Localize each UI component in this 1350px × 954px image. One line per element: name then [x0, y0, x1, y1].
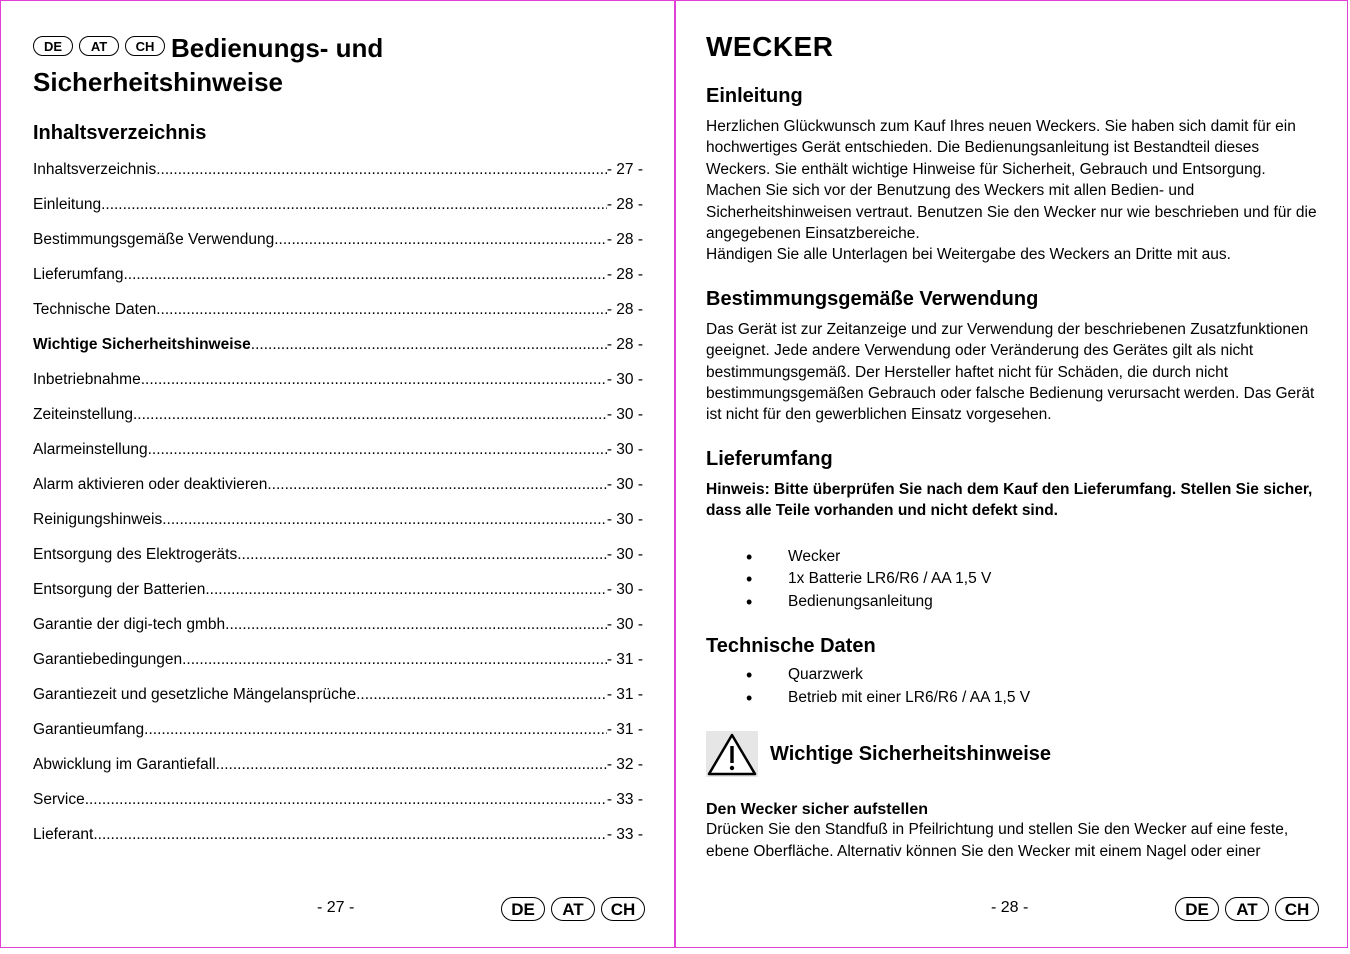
toc-entry-page: - 27 -	[606, 161, 643, 178]
toc-entry[interactable]	[33, 616, 643, 651]
toc-entry-page: - 31 -	[606, 721, 643, 738]
page-title-text: Bedienungs- und Sicherheitshinweise	[33, 33, 384, 97]
tech-list	[706, 664, 1318, 709]
safety-subheading: Den Wecker sicher aufstellen	[706, 801, 929, 819]
country-badge-ch: CH	[1275, 897, 1319, 921]
toc-entry-title: Alarmeinstellung	[33, 441, 148, 458]
intro-text: Herzlichen Glückwunsch zum Kauf Ihres neuen Weckers. Sie haben sich damit für ein hochwertiges Gerät entschieden. Die Bedienungsanleitung ist Bestandteil dieses Weckers. Sie enthält wichtige Hinweise für Sicherheit, Gebrauch und Entsorgung. Machen Sie sich vor der Benutzung des Weckers mit allen Bedien- und Sicherheitshinweisen vertraut. Benutzen Sie den Wecker nur wie beschrieben und für die angegebenen Einsatzbereiche.	[706, 118, 1317, 243]
list-item: • Betrieb mit einer LR6/R6 / AA 1,5 V	[706, 687, 1318, 710]
toc-entry[interactable]	[33, 791, 643, 826]
scope-note: Hinweis: Bitte überprüfen Sie nach dem Kauf den Lieferumfang. Stellen Sie sicher, dass alle Teile vorhanden und nicht defekt sind.	[706, 480, 1313, 520]
toc-entry[interactable]	[33, 756, 643, 791]
toc-entry[interactable]	[33, 301, 643, 336]
safety-header	[706, 731, 1318, 777]
toc-dot-leader	[225, 616, 607, 634]
toc-entry-page: - 31 -	[606, 686, 643, 703]
scope-list	[706, 546, 1318, 614]
list-item: • Bedienungsanleitung	[706, 591, 1318, 614]
country-badge-de: DE	[1175, 897, 1219, 921]
country-badge-at: AT	[551, 897, 595, 921]
toc-entry-title: Garantiezeit und gesetzliche Mängelansprüche	[33, 686, 357, 703]
toc-entry-page: - 28 -	[606, 266, 643, 283]
country-badge-at: AT	[1225, 897, 1269, 921]
toc-entry-page: - 30 -	[606, 616, 643, 633]
toc-entry[interactable]	[33, 686, 643, 721]
toc-entry-title: Garantiebedingungen	[33, 651, 183, 668]
toc-entry-title: Einleitung	[33, 196, 102, 213]
toc-dot-leader	[251, 336, 607, 354]
toc-dot-leader	[156, 301, 607, 319]
toc-entry-page: - 30 -	[606, 476, 643, 493]
toc-entry[interactable]	[33, 721, 643, 756]
toc-entry-title: Inbetriebnahme	[33, 371, 141, 388]
intro-text-2: Händigen Sie alle Unterlagen bei Weitergabe des Weckers an Dritte mit aus.	[706, 246, 1231, 264]
toc-entry-page: - 32 -	[606, 756, 643, 773]
section-heading-scope: Lieferumfang	[706, 447, 833, 470]
toc-entry-title: Lieferumfang	[33, 266, 124, 283]
toc-dot-leader	[93, 826, 606, 844]
list-item: • Quarzwerk	[706, 664, 1318, 687]
toc-entry-title: Garantie der digi-tech gmbh	[33, 616, 226, 633]
toc-entry[interactable]	[33, 511, 643, 546]
country-badges	[33, 36, 165, 56]
list-item: • 1x Batterie LR6/R6 / AA 1,5 V	[706, 568, 1318, 591]
section-heading-usage: Bestimmungsgemäße Verwendung	[706, 287, 1039, 310]
right-page	[675, 0, 1348, 948]
right-page-content	[706, 31, 1318, 862]
toc-entry[interactable]	[33, 441, 643, 476]
toc-entry[interactable]	[33, 476, 643, 511]
country-badge-ch: CH	[125, 36, 165, 56]
page-number: - 27 -	[317, 899, 355, 916]
toc-entry-title: Zeiteinstellung	[33, 406, 133, 423]
list-item: • Wecker	[706, 546, 1318, 569]
country-badge-at: AT	[79, 36, 119, 56]
toc-entry[interactable]	[33, 266, 643, 301]
toc-entry-title: Entsorgung der Batterien	[33, 581, 206, 598]
toc-entry-title: Reinigungshinweis	[33, 511, 163, 528]
toc-entry-title: Wichtige Sicherheitshinweise	[33, 336, 251, 353]
section-heading-safety: Wichtige Sicherheitshinweise	[770, 742, 1052, 765]
toc-entry[interactable]	[33, 581, 643, 616]
country-badge-de: DE	[501, 897, 545, 921]
toc-dot-leader	[216, 756, 607, 774]
toc-entry[interactable]	[33, 546, 643, 581]
footer-country-badges	[501, 897, 645, 921]
section-heading-intro: Einleitung	[706, 85, 803, 107]
toc-dot-leader	[85, 791, 607, 809]
country-badge-ch: CH	[601, 897, 645, 921]
toc-entry-page: - 28 -	[606, 336, 643, 353]
usage-text: Das Gerät ist zur Zeitanzeige und zur Verwendung der beschriebenen Zusatzfunktionen geeignet. Jede andere Verwendung oder Veränderung des Gerätes gilt als nicht bestimmungsgemäß. Der Hersteller haftet nicht für Schäden, die durch nicht bestimmungsgemäßen Gebrauch oder falsche Bedienung verursacht werden. Das Gerät ist nicht für den gewerblichen Einsatz vorgesehen.	[706, 320, 1315, 424]
page-title	[33, 31, 593, 99]
toc-entry-page: - 30 -	[606, 441, 643, 458]
page-number: - 28 -	[991, 899, 1029, 916]
toc-entry[interactable]	[33, 196, 643, 231]
toc-entry[interactable]	[33, 231, 643, 266]
toc-entry-page: - 30 -	[606, 581, 643, 598]
toc-entry-title: Lieferant	[33, 826, 94, 843]
toc-entry[interactable]	[33, 371, 643, 406]
toc-dot-leader	[148, 441, 607, 459]
toc-entry-page: - 30 -	[606, 371, 643, 388]
toc-entry-page: - 30 -	[606, 546, 643, 563]
toc-entry-title: Entsorgung des Elektrogeräts	[33, 546, 238, 563]
product-title: WECKER	[706, 31, 834, 62]
toc-entry-page: - 33 -	[606, 826, 643, 843]
toc-entry-title: Inhaltsverzeichnis	[33, 161, 157, 178]
toc-entry[interactable]	[33, 161, 643, 196]
warning-icon	[706, 731, 758, 777]
country-badge-de: DE	[33, 36, 73, 56]
toc-dot-leader	[205, 581, 606, 599]
toc-entry[interactable]	[33, 826, 643, 861]
toc-entry-page: - 28 -	[606, 301, 643, 318]
toc-entry-title: Technische Daten	[33, 301, 157, 318]
toc-entry-page: - 33 -	[606, 791, 643, 808]
toc-entry[interactable]	[33, 406, 643, 441]
toc-dot-leader	[133, 406, 607, 424]
toc-entry-title: Abwicklung im Garantiefall	[33, 756, 216, 773]
footer-country-badges	[1175, 897, 1319, 921]
toc-dot-leader	[162, 511, 607, 529]
section-heading-tech: Technische Daten	[706, 635, 876, 658]
safety-text: Drücken Sie den Standfuß in Pfeilrichtung und stellen Sie den Wecker auf eine feste, ebene Oberfläche. Alternativ können Sie den Wecker mit einem Nagel oder einer	[706, 821, 1289, 860]
toc-dot-leader	[237, 546, 607, 564]
toc-dot-leader	[123, 266, 606, 284]
toc-entry-page: - 28 -	[606, 231, 643, 248]
left-page	[0, 0, 675, 948]
toc-entry-page: - 30 -	[606, 511, 643, 528]
toc-dot-leader	[144, 721, 607, 739]
toc-dot-leader	[267, 476, 606, 494]
toc-heading: Inhaltsverzeichnis	[33, 122, 207, 144]
toc-entry-title: Bestimmungsgemäße Verwendung	[33, 231, 275, 248]
toc-dot-leader	[101, 196, 607, 214]
toc-dot-leader	[274, 231, 607, 249]
toc-entry-title: Garantieumfang	[33, 721, 145, 738]
toc-dot-leader	[141, 371, 607, 389]
toc-entry[interactable]	[33, 336, 643, 371]
toc-entry[interactable]	[33, 651, 643, 686]
toc-entry-title: Service	[33, 791, 85, 808]
toc-dot-leader	[182, 651, 607, 669]
toc-entry-page: - 30 -	[606, 406, 643, 423]
toc-entry-title: Alarm aktivieren oder deaktivieren	[33, 476, 268, 493]
toc-entry-page: - 31 -	[606, 651, 643, 668]
toc-entry-page: - 28 -	[606, 196, 643, 213]
toc-dot-leader	[156, 161, 607, 179]
toc-dot-leader	[356, 686, 607, 704]
table-of-contents	[33, 161, 643, 861]
